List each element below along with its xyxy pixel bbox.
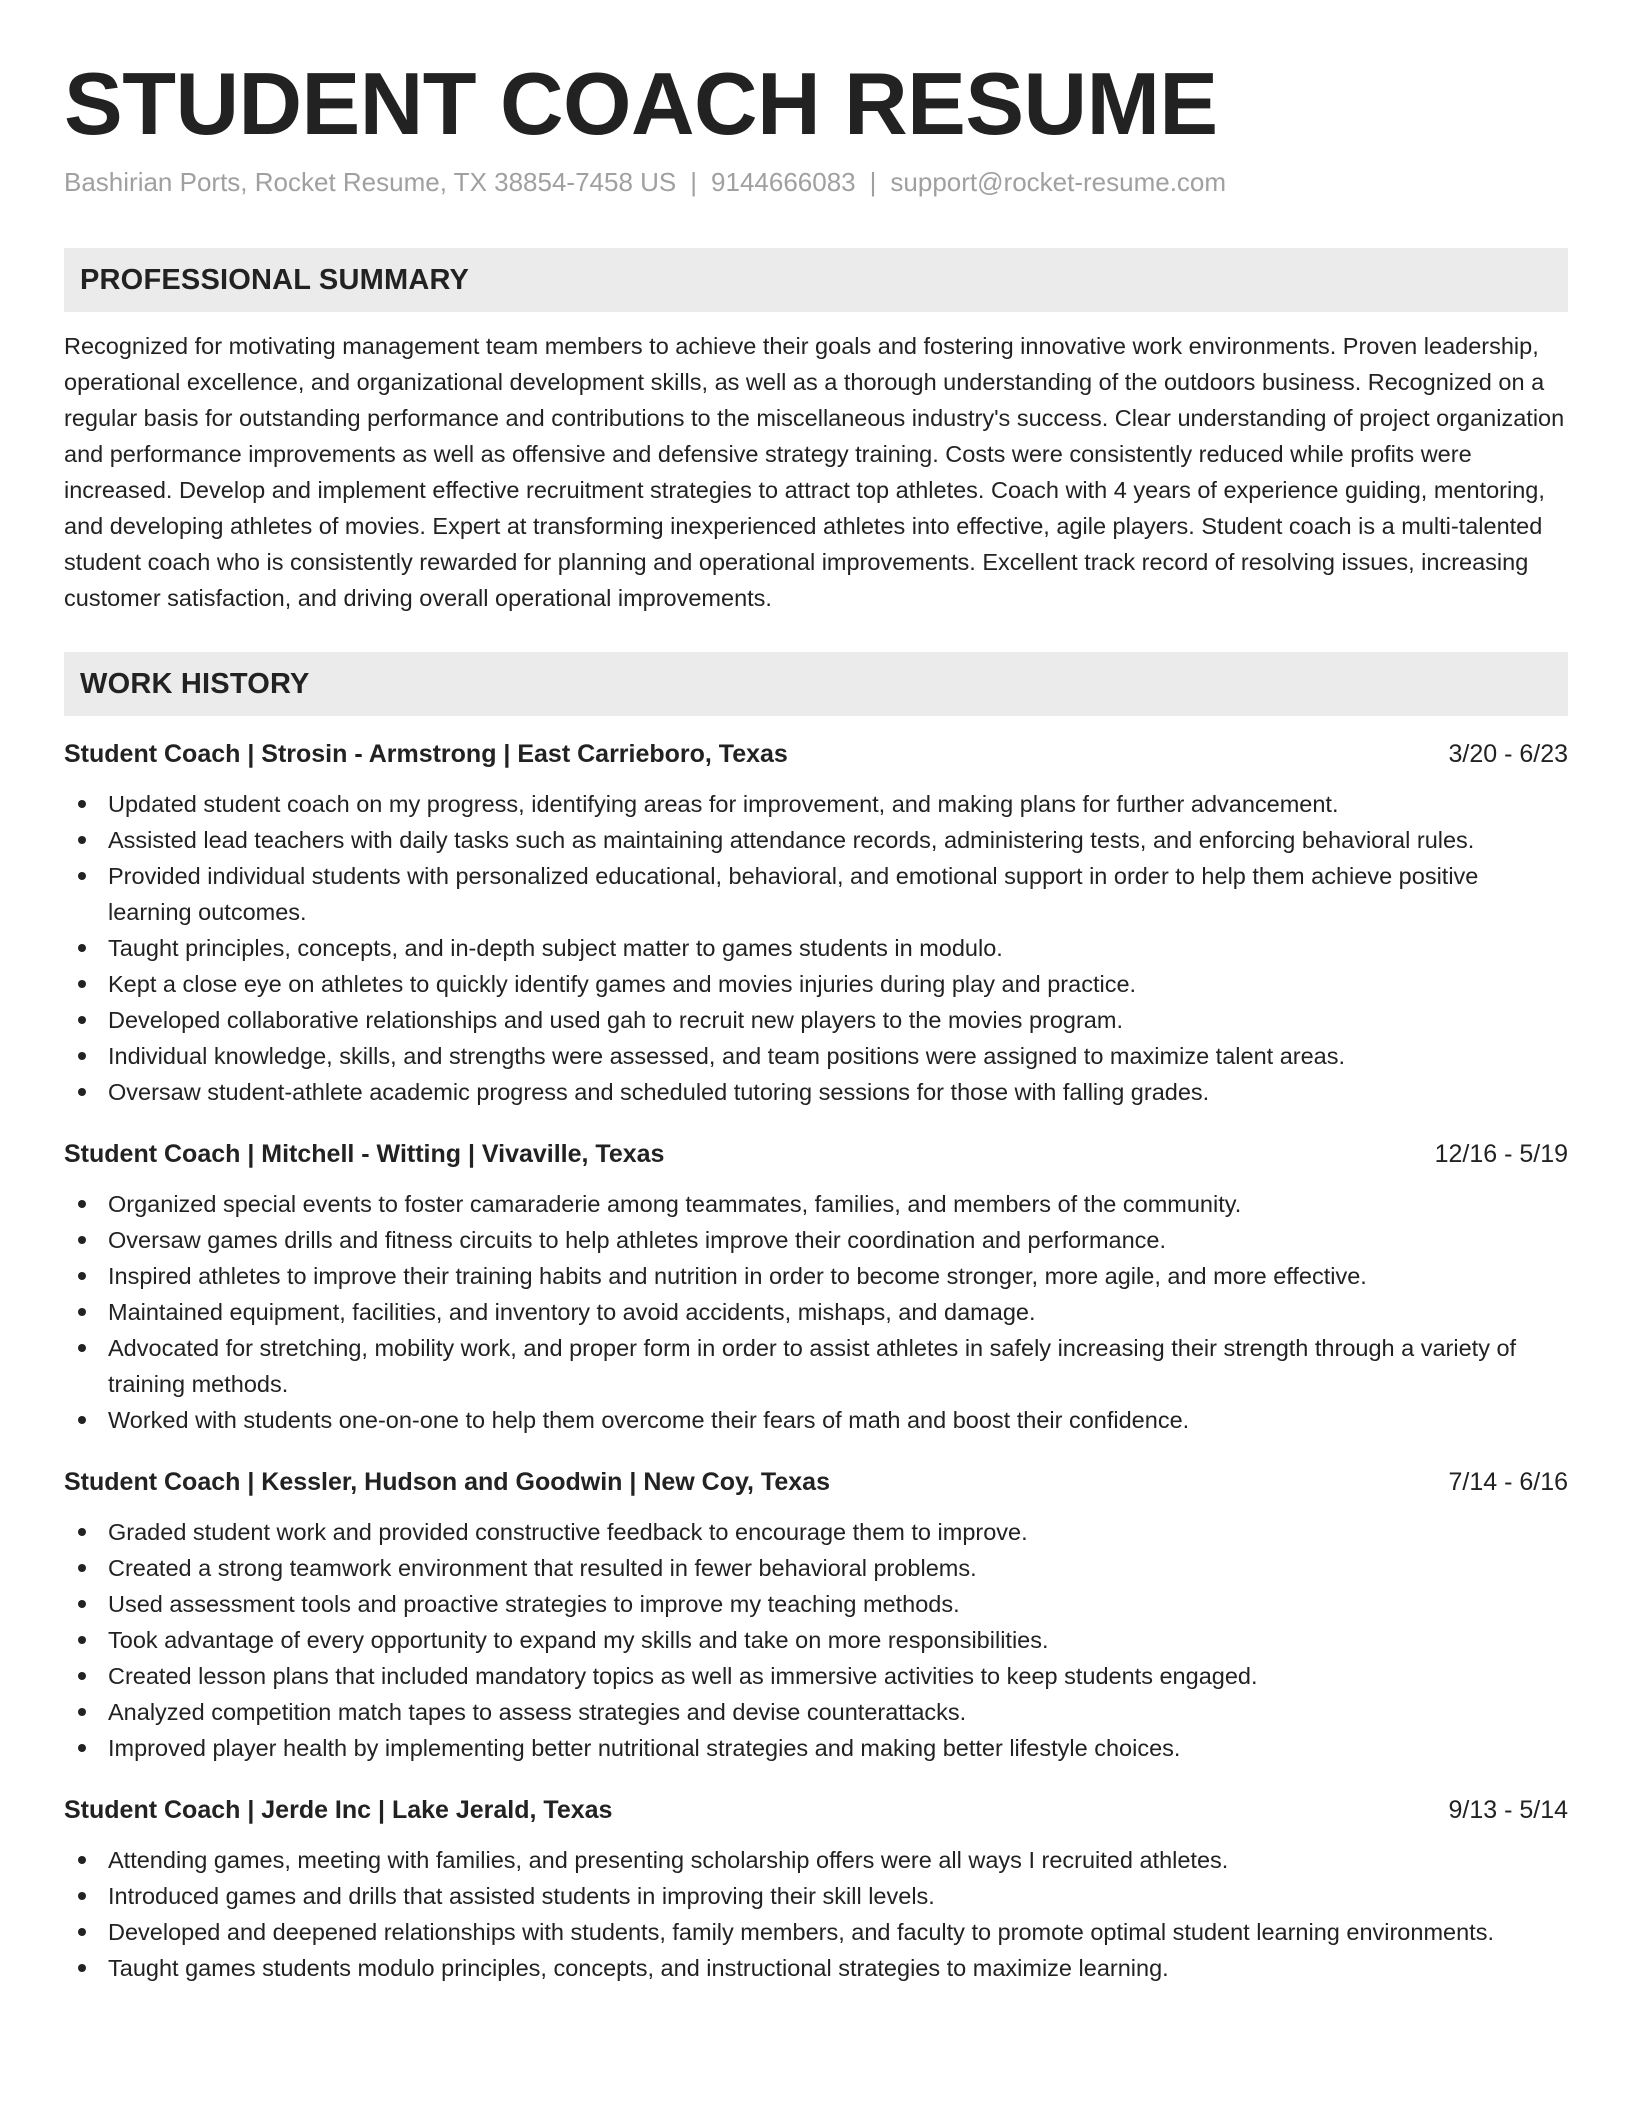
list-item <box>108 1186 1568 1222</box>
contact-line <box>64 164 1568 200</box>
list-item <box>108 1550 1568 1586</box>
job-entry <box>64 1464 1568 1766</box>
job-entry <box>64 1792 1568 1986</box>
email-text: support@rocket-resume.com <box>890 167 1227 197</box>
bullet-text: Assisted lead teachers with daily tasks such as maintaining attendance records, administering tests, and enforcing behavioral rules. <box>108 827 1475 853</box>
bullet-text: Improved player health by implementing better nutritional strategies and making better lifestyle choices. <box>108 1735 1181 1761</box>
job-title: Student Coach | Jerde Inc | Lake Jerald, Texas <box>64 1796 613 1824</box>
list-item <box>108 1038 1568 1074</box>
bullet-icon <box>78 1528 86 1536</box>
job-dates: 9/13 - 5/14 <box>1448 1796 1568 1824</box>
job-bullets <box>64 1186 1568 1438</box>
bullet-text: Organized special events to foster camaraderie among teammates, families, and members of the community. <box>108 1191 1242 1217</box>
bullet-text: Oversaw student-athlete academic progress and scheduled tutoring sessions for those with falling grades. <box>108 1079 1210 1105</box>
bullet-text: Created a strong teamwork environment that resulted in fewer behavioral problems. <box>108 1555 977 1581</box>
list-item <box>108 786 1568 822</box>
job-dates: 3/20 - 6/23 <box>1448 740 1568 768</box>
job-dates: 12/16 - 5/19 <box>1434 1140 1568 1168</box>
address-text: Bashirian Ports, Rocket Resume, TX 38854-7458 US <box>64 167 677 197</box>
bullet-text: Attending games, meeting with families, and presenting scholarship offers were all ways I recruited athletes. <box>108 1847 1229 1873</box>
bullet-icon <box>78 1672 86 1680</box>
bullet-icon <box>78 1416 86 1424</box>
job-bullets <box>64 786 1568 1110</box>
bullet-icon <box>78 1636 86 1644</box>
list-item <box>108 1950 1568 1986</box>
summary-heading: PROFESSIONAL SUMMARY <box>80 263 470 296</box>
bullet-icon <box>78 980 86 988</box>
job-header <box>64 736 1568 772</box>
list-item <box>108 1878 1568 1914</box>
list-item <box>108 1622 1568 1658</box>
list-item <box>108 1402 1568 1438</box>
list-item <box>108 1694 1568 1730</box>
bullet-icon <box>78 1088 86 1096</box>
job-title: Student Coach | Kessler, Hudson and Goodwin | New Coy, Texas <box>64 1468 830 1496</box>
bullet-icon <box>78 1600 86 1608</box>
bullet-text: Taught games students modulo principles, concepts, and instructional strategies to maximize learning. <box>108 1955 1169 1981</box>
page-title: STUDENT COACH RESUME <box>64 54 1218 153</box>
job-header <box>64 1464 1568 1500</box>
list-item <box>108 966 1568 1002</box>
work-history-list <box>64 736 1568 1986</box>
job-bullets <box>64 1842 1568 1986</box>
bullet-icon <box>78 1928 86 1936</box>
list-item <box>108 822 1568 858</box>
list-item <box>108 1730 1568 1766</box>
bullet-icon <box>78 1564 86 1572</box>
bullet-icon <box>78 1272 86 1280</box>
list-item <box>108 1842 1568 1878</box>
bullet-text: Provided individual students with personalized educational, behavioral, and emotional support in order to help them achieve positive learning outcomes. <box>108 863 1479 925</box>
bullet-text: Took advantage of every opportunity to expand my skills and take on more responsibilities. <box>108 1627 1049 1653</box>
list-item <box>108 1514 1568 1550</box>
bullet-text: Inspired athletes to improve their training habits and nutrition in order to become stronger, more agile, and more effective. <box>108 1263 1367 1289</box>
job-dates: 7/14 - 6/16 <box>1448 1468 1568 1496</box>
job-entry <box>64 736 1568 1110</box>
bullet-text: Developed collaborative relationships and used gah to recruit new players to the movies program. <box>108 1007 1123 1033</box>
job-header <box>64 1136 1568 1172</box>
work-section-header <box>64 652 1568 716</box>
contact-separator: | <box>869 167 877 197</box>
job-title: Student Coach | Strosin - Armstrong | East Carrieboro, Texas <box>64 740 788 768</box>
list-item <box>108 1074 1568 1110</box>
bullet-icon <box>78 1016 86 1024</box>
list-item <box>108 930 1568 966</box>
list-item <box>108 1586 1568 1622</box>
list-item <box>108 1222 1568 1258</box>
job-entry <box>64 1136 1568 1438</box>
contact-separator: | <box>690 167 698 197</box>
list-item <box>108 1658 1568 1694</box>
bullet-icon <box>78 1344 86 1352</box>
bullet-text: Kept a close eye on athletes to quickly identify games and movies injuries during play and practice. <box>108 971 1137 997</box>
bullet-text: Updated student coach on my progress, identifying areas for improvement, and making plans for further advancement. <box>108 791 1339 817</box>
bullet-text: Taught principles, concepts, and in-depth subject matter to games students in modulo. <box>108 935 1003 961</box>
bullet-icon <box>78 1052 86 1060</box>
job-title: Student Coach | Mitchell - Witting | Vivaville, Texas <box>64 1140 665 1168</box>
bullet-icon <box>78 800 86 808</box>
bullet-text: Oversaw games drills and fitness circuits to help athletes improve their coordination and performance. <box>108 1227 1167 1253</box>
bullet-icon <box>78 1856 86 1864</box>
bullet-icon <box>78 872 86 880</box>
work-heading: WORK HISTORY <box>80 667 310 700</box>
list-item <box>108 1330 1568 1402</box>
bullet-text: Created lesson plans that included mandatory topics as well as immersive activities to keep students engaged. <box>108 1663 1258 1689</box>
phone-text: 9144666083 <box>711 167 856 197</box>
list-item <box>108 1294 1568 1330</box>
summary-paragraph: Recognized for motivating management team members to achieve their goals and fostering innovative work environments. Proven leadership, operational excellence, and organizational development skills, as well as a thorough understanding of the outdoors business. Recognized on a regular basis for outstanding performance and contributions to the miscellaneous industry's success. Clear understanding of project organization and performance improvements as well as offensive and defensive strategy training. Costs were consistently reduced while profits were increased. Develop and implement effective recruitment strategies to attract top athletes. Coach with 4 years of experience guiding, mentoring, and developing athletes of movies. Expert at transforming inexperienced athletes into effective, agile players. Student coach is a multi-talented student coach who is consistently rewarded for planning and operational improvements. Excellent track record of resolving issues, increasing customer satisfaction, and driving overall operational improvements. <box>64 333 1565 611</box>
bullet-text: Graded student work and provided constructive feedback to encourage them to improve. <box>108 1519 1028 1545</box>
bullet-icon <box>78 1744 86 1752</box>
job-header <box>64 1792 1568 1828</box>
bullet-text: Worked with students one-on-one to help them overcome their fears of math and boost their confidence. <box>108 1407 1190 1433</box>
bullet-icon <box>78 1892 86 1900</box>
bullet-icon <box>78 944 86 952</box>
bullet-text: Developed and deepened relationships with students, family members, and faculty to promote optimal student learning environments. <box>108 1919 1494 1945</box>
bullet-text: Individual knowledge, skills, and strengths were assessed, and team positions were assigned to maximize talent areas. <box>108 1043 1346 1069</box>
list-item <box>108 858 1568 930</box>
bullet-text: Analyzed competition match tapes to assess strategies and devise counterattacks. <box>108 1699 967 1725</box>
bullet-icon <box>78 1708 86 1716</box>
bullet-text: Advocated for stretching, mobility work, and proper form in order to assist athletes in safely increasing their strength through a variety of training methods. <box>108 1335 1517 1397</box>
list-item <box>108 1002 1568 1038</box>
bullet-icon <box>78 836 86 844</box>
bullet-text: Used assessment tools and proactive strategies to improve my teaching methods. <box>108 1591 960 1617</box>
job-bullets <box>64 1514 1568 1766</box>
bullet-icon <box>78 1236 86 1244</box>
summary-section-header <box>64 248 1568 312</box>
bullet-icon <box>78 1964 86 1972</box>
list-item <box>108 1914 1568 1950</box>
bullet-icon <box>78 1200 86 1208</box>
bullet-icon <box>78 1308 86 1316</box>
bullet-text: Introduced games and drills that assisted students in improving their skill levels. <box>108 1883 935 1909</box>
bullet-text: Maintained equipment, facilities, and inventory to avoid accidents, mishaps, and damage. <box>108 1299 1036 1325</box>
list-item <box>108 1258 1568 1294</box>
